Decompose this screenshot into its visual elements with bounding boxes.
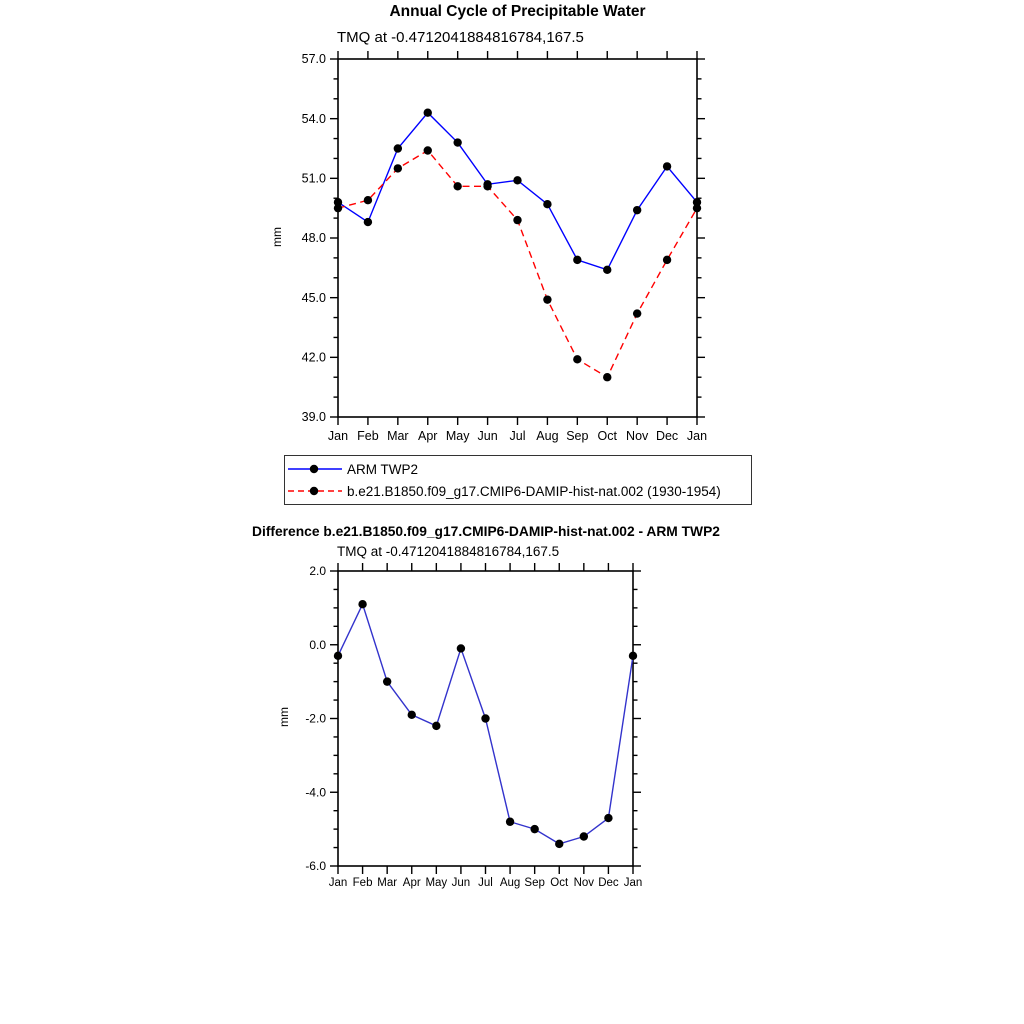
x-tick-label: Nov xyxy=(573,877,595,889)
x-tick-label: Jun xyxy=(477,429,498,443)
x-tick-label: Jul xyxy=(478,877,493,889)
data-point-marker xyxy=(693,204,701,212)
data-point-marker xyxy=(603,266,611,274)
data-point-marker xyxy=(629,652,637,660)
x-tick-label: Jan xyxy=(686,429,708,443)
plot-frame xyxy=(338,59,697,417)
x-tick-label: Jan xyxy=(623,877,643,889)
data-point-marker xyxy=(432,722,440,730)
data-point-marker xyxy=(457,644,465,652)
y-tick-label: 51.0 xyxy=(301,171,326,186)
y-tick-label: 48.0 xyxy=(301,231,326,246)
x-tick-label: Feb xyxy=(357,429,379,443)
chart2-y-axis-label: mm xyxy=(277,707,291,727)
data-point-marker xyxy=(530,825,538,833)
data-point-marker xyxy=(663,162,671,170)
data-point-marker xyxy=(604,814,612,822)
chart2-subtitle: TMQ at -0.4712041884816784,167.5 xyxy=(337,544,560,559)
y-tick-label: 39.0 xyxy=(301,410,326,425)
x-tick-label: May xyxy=(425,877,448,889)
legend-dashed-line-icon xyxy=(287,485,343,497)
data-point-marker xyxy=(364,196,372,204)
x-tick-label: Dec xyxy=(598,877,619,889)
data-point-marker xyxy=(633,206,641,214)
chart1-title: Annual Cycle of Precipitable Water xyxy=(389,3,646,20)
legend-item-model xyxy=(285,480,751,502)
data-point-marker xyxy=(555,840,563,848)
y-tick-label: 54.0 xyxy=(301,111,326,126)
chart2-title: Difference b.e21.B1850.f09_g17.CMIP6-DAMIP-hist-nat.002 - ARM TWP2 xyxy=(252,524,720,539)
x-tick-label: Aug xyxy=(536,429,559,443)
data-point-marker xyxy=(424,109,432,117)
data-point-marker xyxy=(663,256,671,264)
chart1-y-axis-label: mm xyxy=(270,227,284,247)
y-tick-label: 57.0 xyxy=(301,52,326,67)
x-tick-label: Mar xyxy=(377,877,398,889)
x-tick-label: Feb xyxy=(352,877,373,889)
data-point-marker xyxy=(543,200,551,208)
y-tick-label: 42.0 xyxy=(301,350,326,365)
legend-marker-icon xyxy=(310,465,318,473)
x-tick-label: Sep xyxy=(566,429,589,443)
x-tick-label: Mar xyxy=(387,429,409,443)
data-point-marker xyxy=(580,832,588,840)
data-point-marker xyxy=(383,677,391,685)
data-point-marker xyxy=(483,182,491,190)
data-point-marker xyxy=(603,373,611,381)
data-point-marker xyxy=(424,146,432,154)
data-point-marker xyxy=(573,355,581,363)
data-point-marker xyxy=(633,309,641,317)
chart2-plot xyxy=(305,563,642,889)
legend-item-observation xyxy=(285,458,751,480)
x-tick-label: Aug xyxy=(499,877,521,889)
data-point-marker xyxy=(394,164,402,172)
x-tick-label: Jan xyxy=(328,877,348,889)
chart1-plot xyxy=(302,51,707,443)
x-tick-label: Apr xyxy=(418,429,438,443)
data-point-marker xyxy=(481,714,489,722)
data-point-marker xyxy=(573,256,581,264)
series-line-arm-twp2 xyxy=(338,113,697,270)
data-point-marker xyxy=(358,600,366,608)
y-tick-label: -6.0 xyxy=(305,859,326,874)
x-tick-label: Sep xyxy=(524,877,545,889)
data-point-marker xyxy=(334,652,342,660)
x-tick-label: Apr xyxy=(402,877,421,889)
y-tick-label: -2.0 xyxy=(305,711,326,726)
y-tick-label: -4.0 xyxy=(305,785,326,800)
legend-label: ARM TWP2 xyxy=(347,461,419,477)
data-point-marker xyxy=(506,818,514,826)
y-tick-label: 2.0 xyxy=(309,564,326,579)
data-point-marker xyxy=(513,176,521,184)
y-tick-label: 0.0 xyxy=(309,637,326,652)
series-line-difference xyxy=(338,604,633,844)
chart1-subtitle: TMQ at -0.4712041884816784,167.5 xyxy=(337,29,584,46)
x-tick-label: Nov xyxy=(626,429,649,443)
data-point-marker xyxy=(513,216,521,224)
x-tick-label: Jan xyxy=(327,429,349,443)
legend-label: b.e21.B1850.f09_g17.CMIP6-DAMIP-hist-nat.002 (1930-1954) xyxy=(347,483,721,499)
x-tick-label: Jul xyxy=(509,429,526,443)
data-point-marker xyxy=(394,144,402,152)
data-point-marker xyxy=(334,204,342,212)
legend-solid-line-icon xyxy=(287,463,343,475)
legend-box xyxy=(284,455,752,505)
data-point-marker xyxy=(543,295,551,303)
data-point-marker xyxy=(453,138,461,146)
data-point-marker xyxy=(364,218,372,226)
x-tick-label: Oct xyxy=(597,429,617,443)
x-tick-label: Dec xyxy=(655,429,679,443)
data-point-marker xyxy=(453,182,461,190)
x-tick-label: May xyxy=(445,429,470,443)
y-tick-label: 45.0 xyxy=(301,290,326,305)
data-point-marker xyxy=(408,711,416,719)
x-tick-label: Jun xyxy=(451,877,471,889)
x-tick-label: Oct xyxy=(550,877,569,889)
legend-marker-icon xyxy=(310,487,318,495)
